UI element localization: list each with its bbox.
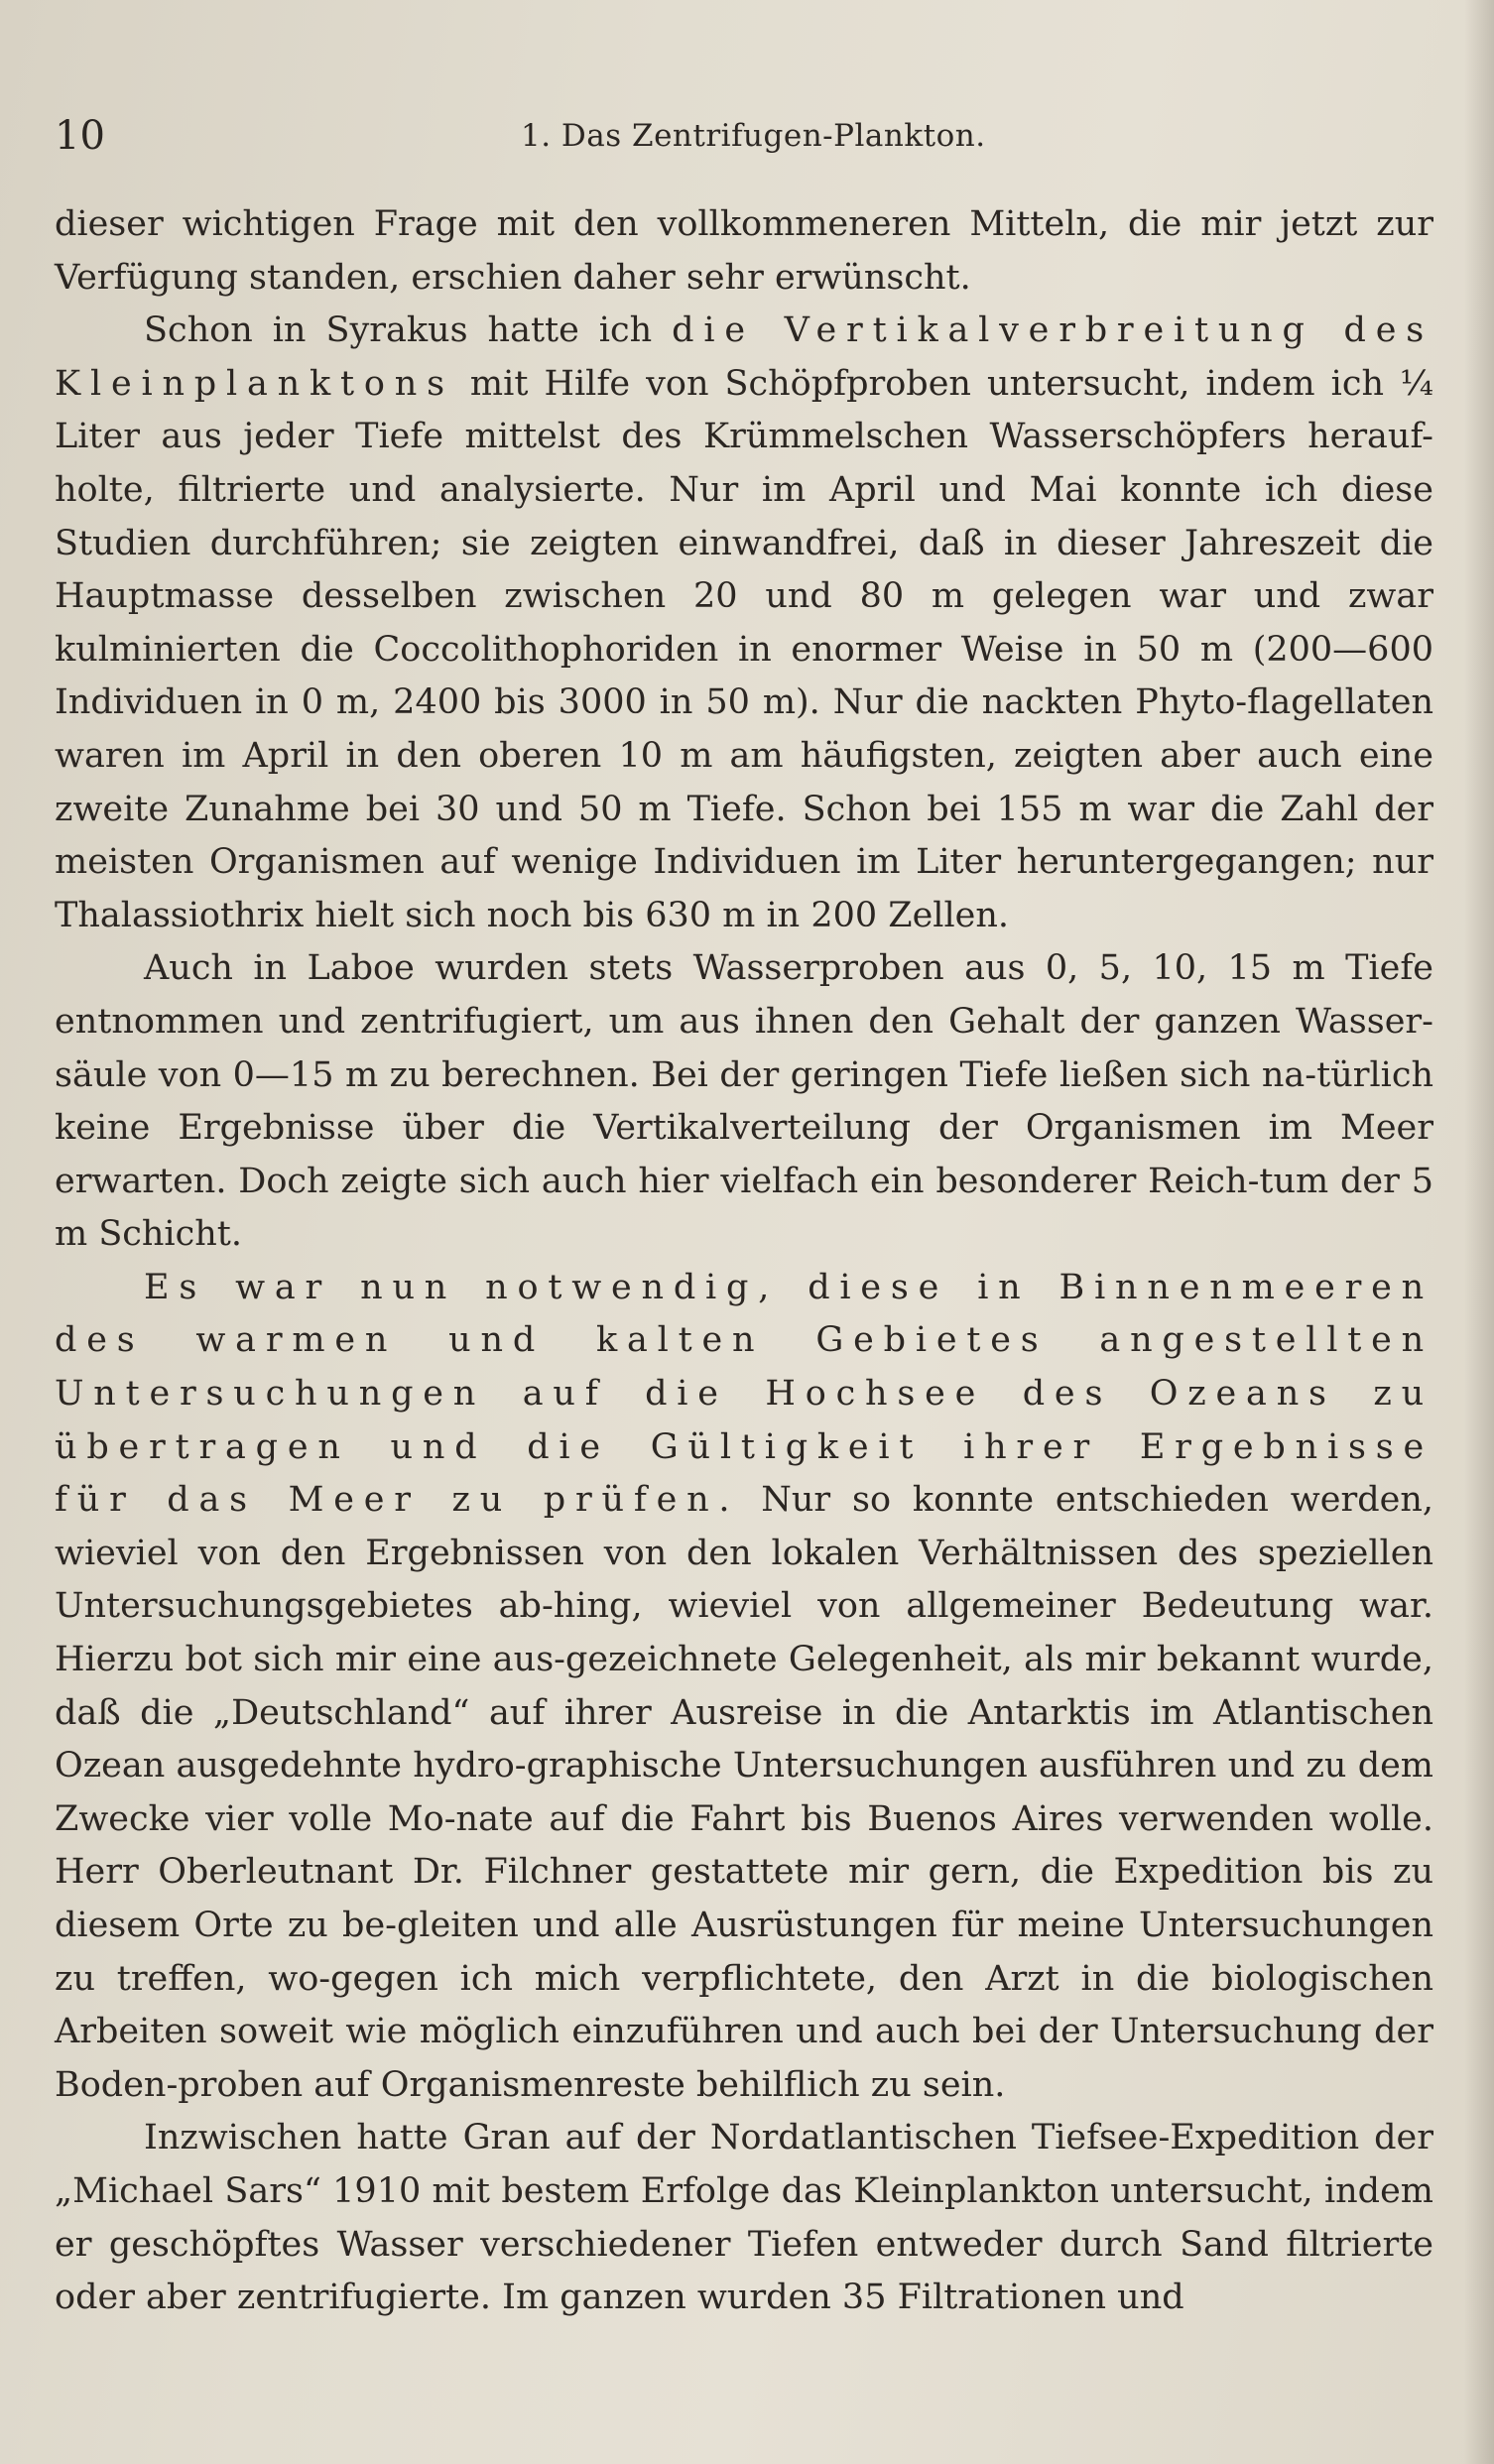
emphasized-text: Es war nun notwendig, diese in Binnenmeeren des warmen und kalten Gebietes angestellten Untersuchungen auf die Hochsee des Ozeans zu übertragen und die Gültigkeit ihrer Ergebnisse für das Meer zu prüfen.: [55, 1267, 1433, 1521]
page-edge-shadow: [1464, 0, 1494, 2464]
emphasized-text: die Vertikalverbreitung des Kleinplanktons: [55, 310, 1434, 404]
paragraph-intro: Schon in Syrakus hatte ich: [144, 310, 673, 351]
paragraph-text: Auch in Laboe wurden stets Wasserproben aus 0, 5, 10, 15 m Tiefe entnommen und zentrifugiert, um aus ihnen den Gehalt der ganzen Wasser-säule von 0—15 m zu berechnen. Bei der geringen Tiefe ließen sich na-türlich keine Ergebnisse über die Vertikalverteilung der Organismen im Meer erwarten. Doch zeigte sich auch hier vielfach ein besonderer Reich-tum der 5 m Schicht.: [55, 948, 1433, 1255]
page-number: 10: [55, 113, 105, 159]
running-title: 1. Das Zentrifugen-Plankton.: [521, 118, 986, 154]
paragraph-text: Nur so konnte entschieden werden, wieviel von den Ergebnissen von den lokalen Verhältnissen des speziellen Untersuchungsgebietes ab-hing, wieviel von allgemeiner Bedeutung war. Hierzu bot sich mir eine aus-gezeichnete Gelegenheit, als mir bekannt wurde, daß die „Deutschland“ auf ihrer Ausreise in die Antarktis im Atlantischen Ozean ausgedehnte hydro-graphische Untersuchungen ausführen und zu dem Zwecke vier volle Mo-nate auf die Fahrt bis Buenos Aires verwenden wolle. Herr Oberleutnant Dr. Filchner gestattete mir gern, die Expedition bis zu diesem Orte zu be-gleiten und alle Ausrüstungen für meine Untersuchungen zu treffen, wo-gegen ich mich verpflichtete, den Arzt in die biologischen Arbeiten soweit wie möglich einzuführen und auch bei der Untersuchung der Boden-proben auf Organismenreste behilflich zu sein.: [55, 1480, 1433, 2105]
paragraph-text: mit Hilfe von Schöpfproben untersucht, indem ich ¼ Liter aus jeder Tiefe mittelst des Krümmelschen Wasserschöpfers herauf-holte, filtrierte und analysierte. Nur im April und Mai konnte ich diese Studien durchführen; sie zeigten einwandfrei, daß in dieser Jahreszeit die Hauptmasse desselben zwischen 20 und 80 m gelegen war und zwar kulminierten die Coccolithophoriden in enormer Weise in 50 m (200—600 Individuen in 0 m, 2400 bis 3000 in 50 m). Nur die nackten Phyto-flagellaten waren im April in den oberen 10 m am häufigsten, zeigten aber auch eine zweite Zunahme bei 30 und 50 m Tiefe. Schon bei 155 m war die Zahl der meisten Organismen auf wenige Individuen im Liter heruntergegangen; nur Thalassiothrix hielt sich noch bis 630 m in 200 Zellen.: [55, 363, 1433, 935]
paragraph: [55, 198, 1433, 305]
page-header: [55, 111, 1433, 161]
paragraph: [55, 942, 1433, 1262]
paragraph: [55, 2112, 1433, 2324]
body-text: [55, 198, 1433, 2325]
paragraph: [55, 305, 1433, 942]
paragraph-text: Inzwischen hatte Gran auf der Nordatlantischen Tiefsee-Expedition der „Michael Sars“ 1910 mit bestem Erfolge das Kleinplankton untersucht, indem er geschöpftes Wasser verschiedener Tiefen entweder durch Sand filtrierte oder aber zentrifugierte. Im ganzen wurden 35 Filtrationen und: [55, 2118, 1433, 2318]
paragraph: [55, 1262, 1433, 2113]
paragraph-text: dieser wichtigen Frage mit den vollkommeneren Mitteln, die mir jetzt zur Verfügung standen, erschien daher sehr erwünscht.: [55, 204, 1433, 298]
